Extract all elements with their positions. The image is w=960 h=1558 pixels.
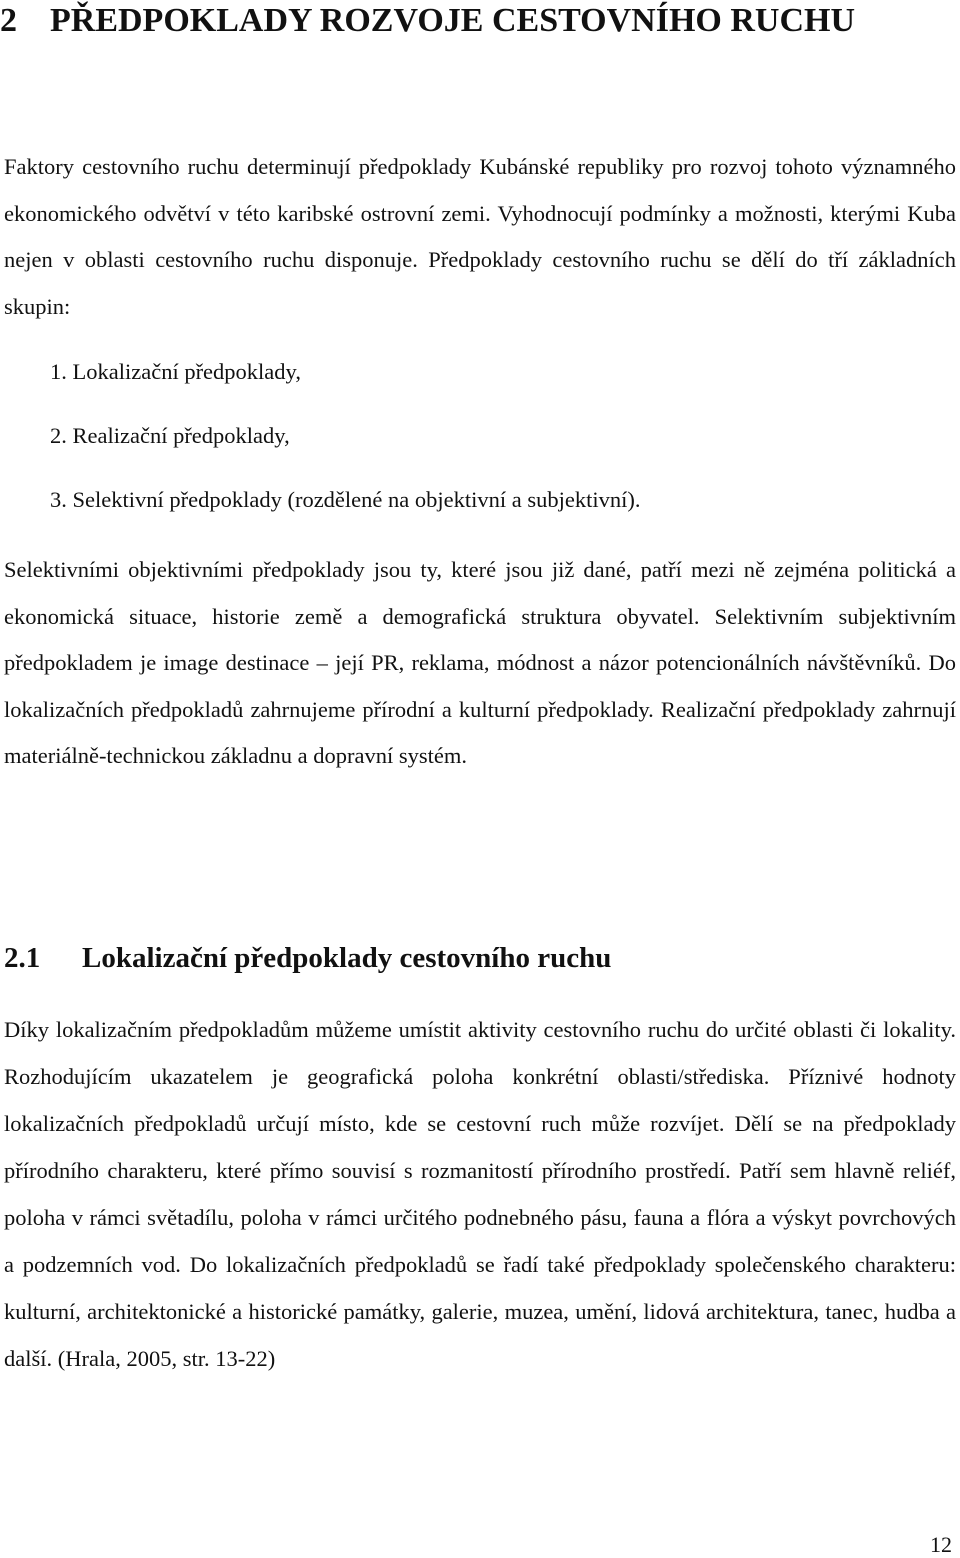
chapter-title: PŘEDPOKLADY ROZVOJE CESTOVNÍHO RUCHU <box>50 2 856 39</box>
prerequisites-list <box>50 352 640 544</box>
localization-paragraph: Díky lokalizačním předpokladům můžeme umístit aktivity cestovního ruchu do určité oblasti či lokality. Rozhodujícím ukazatelem je geografická poloha konkrétní oblasti/střediska. Příznivé hodnoty lokalizačních předpokladů určují místo, kde se cestovní ruch může rozvíjet. Dělí se na předpoklady přírodního charakteru, které přímo souvisí s rozmanitostí přírodního prostředí. Patří sem hlavně reliéf, poloha v rámci světadílu, poloha v rámci určitého podnebného pásu, fauna a flóra a výskyt povrchových a podzemních vod. Do lokalizačních předpokladů se řadí také předpoklady společenského charakteru: kulturní, architektonické a historické památky, galerie, muzea, umění, lidová architektura, tanec, hudba a další. (Hrala, 2005, str. 13-22) <box>4 1017 956 1371</box>
section-number: 2.1 <box>4 942 41 974</box>
list-item: 2. Realizační předpoklady, <box>50 423 290 448</box>
list-item: 3. Selektivní předpoklady (rozdělené na objektivní a subjektivní). <box>50 487 641 512</box>
selective-paragraph: Selektivními objektivními předpoklady jsou ty, které jsou již dané, patří mezi ně zejména politická a ekonomická situace, historie země a demografická struktura obyvatel. Selektivním subjektivním předpokladem je image destinace – její PR, reklama, módnost a názor potencionálních návštěvníků. Do lokalizačních předpokladů zahrnujeme přírodní a kulturní předpoklady. Realizační předpoklady zahrnují materiálně-technickou základnu a dopravní systém. <box>4 557 956 768</box>
section-title: Lokalizační předpoklady cestovního ruchu <box>82 942 612 974</box>
intro-paragraph: Faktory cestovního ruchu determinují předpoklady Kubánské republiky pro rozvoj tohoto významného ekonomického odvětví v této karibské ostrovní zemi. Vyhodnocují podmínky a možnosti, kterými Kuba nejen v oblasti cestovního ruchu disponuje. Předpoklady cestovního ruchu se dělí do tří základních skupin: <box>4 154 956 319</box>
chapter-number: 2 <box>0 2 17 39</box>
chapter-heading <box>0 0 855 42</box>
page-number: 12 <box>930 1532 952 1557</box>
list-item: 1. Lokalizační předpoklady, <box>50 359 301 384</box>
section-heading <box>4 936 611 980</box>
